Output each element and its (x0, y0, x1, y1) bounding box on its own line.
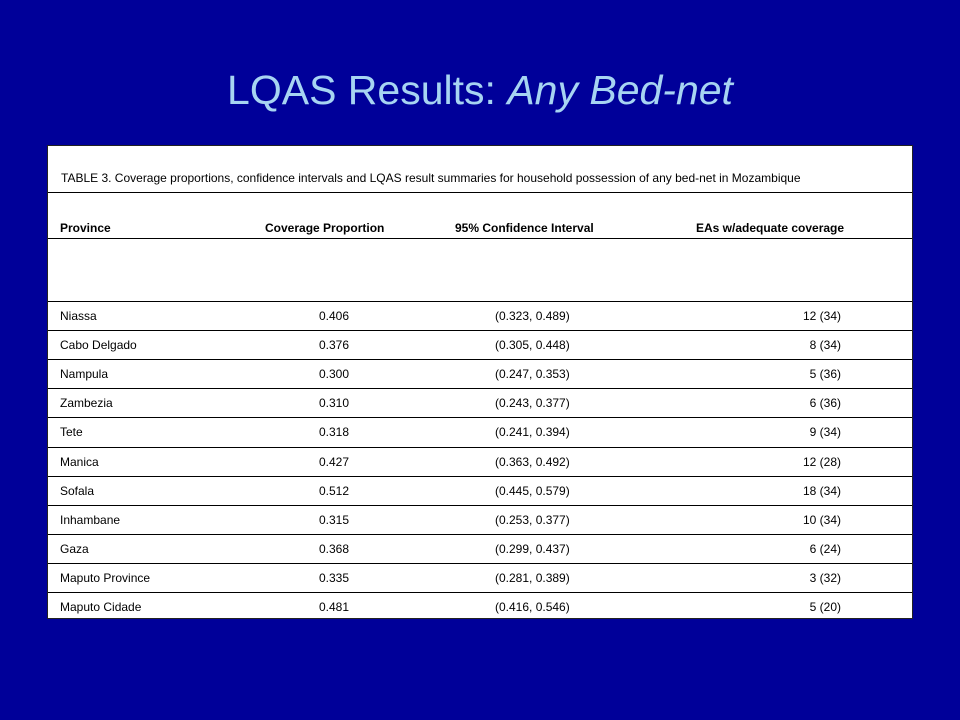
caption-rule (48, 192, 912, 193)
ci-cell: (0.323, 0.489) (495, 309, 570, 323)
slide-title (0, 64, 960, 116)
eas-cell: 12 (28) (802, 455, 841, 469)
province-cell: Tete (60, 425, 83, 439)
coverage-cell: 0.406 (319, 309, 350, 323)
province-cell: Gaza (60, 542, 89, 556)
eas-cell: 3 (32) (809, 571, 841, 585)
ci-cell: (0.305, 0.448) (495, 338, 570, 352)
slide-title-plain: LQAS Results: (227, 67, 508, 113)
ci-cell: (0.445, 0.579) (495, 484, 570, 498)
table-row (48, 330, 912, 359)
coverage-cell: 0.376 (319, 338, 350, 352)
coverage-cell: 0.318 (319, 425, 350, 439)
province-cell: Manica (60, 455, 99, 469)
eas-cell: 9 (34) (809, 425, 841, 439)
header-province: Province (60, 221, 111, 235)
table-row (48, 447, 912, 476)
eas-cell: 12 (34) (802, 309, 841, 323)
province-cell: Cabo Delgado (60, 338, 137, 352)
table-row (48, 505, 912, 534)
eas-cell: 6 (36) (809, 396, 841, 410)
table-row (48, 359, 912, 388)
coverage-cell: 0.368 (319, 542, 350, 556)
coverage-cell: 0.300 (319, 367, 350, 381)
coverage-cell: 0.315 (319, 513, 350, 527)
eas-cell: 5 (36) (809, 367, 841, 381)
province-cell: Niassa (60, 309, 97, 323)
coverage-cell: 0.512 (319, 484, 350, 498)
ci-cell: (0.363, 0.492) (495, 455, 570, 469)
ci-cell: (0.253, 0.377) (495, 513, 570, 527)
province-cell: Maputo Cidade (60, 600, 142, 614)
ci-cell: (0.299, 0.437) (495, 542, 570, 556)
ci-cell: (0.243, 0.377) (495, 396, 570, 410)
table-row (48, 534, 912, 563)
eas-cell: 6 (24) (809, 542, 841, 556)
ci-cell: (0.281, 0.389) (495, 571, 570, 585)
table-row (48, 476, 912, 505)
ci-cell: (0.416, 0.546) (495, 600, 570, 614)
province-cell: Maputo Province (60, 571, 151, 585)
table-caption: TABLE 3. Coverage proportions, confidence intervals and LQAS result summaries for household possession of any bed-net in Mozambique (61, 171, 801, 185)
province-cell: Zambezia (60, 396, 113, 410)
header-coverage: Coverage Proportion (265, 221, 385, 235)
slide-title-italic: Any Bed-net (507, 67, 733, 113)
eas-cell: 10 (34) (802, 513, 841, 527)
table-row (48, 592, 912, 621)
coverage-cell: 0.427 (319, 455, 350, 469)
coverage-cell: 0.481 (319, 600, 350, 614)
table-row (48, 388, 912, 417)
header-rule (48, 238, 912, 239)
province-cell: Sofala (60, 484, 95, 498)
eas-cell: 18 (34) (802, 484, 841, 498)
province-cell: Nampula (60, 367, 109, 381)
eas-cell: 8 (34) (809, 338, 841, 352)
table-row (48, 301, 912, 330)
table-row (48, 417, 912, 446)
coverage-cell: 0.335 (319, 571, 350, 585)
ci-cell: (0.241, 0.394) (495, 425, 570, 439)
table-row (48, 563, 912, 592)
eas-cell: 5 (20) (809, 600, 841, 614)
header-eas: EAs w/adequate coverage (696, 221, 845, 235)
table-panel (47, 145, 913, 619)
header-ci: 95% Confidence Interval (455, 221, 594, 235)
coverage-cell: 0.310 (319, 396, 350, 410)
province-cell: Inhambane (60, 513, 121, 527)
ci-cell: (0.247, 0.353) (495, 367, 570, 381)
